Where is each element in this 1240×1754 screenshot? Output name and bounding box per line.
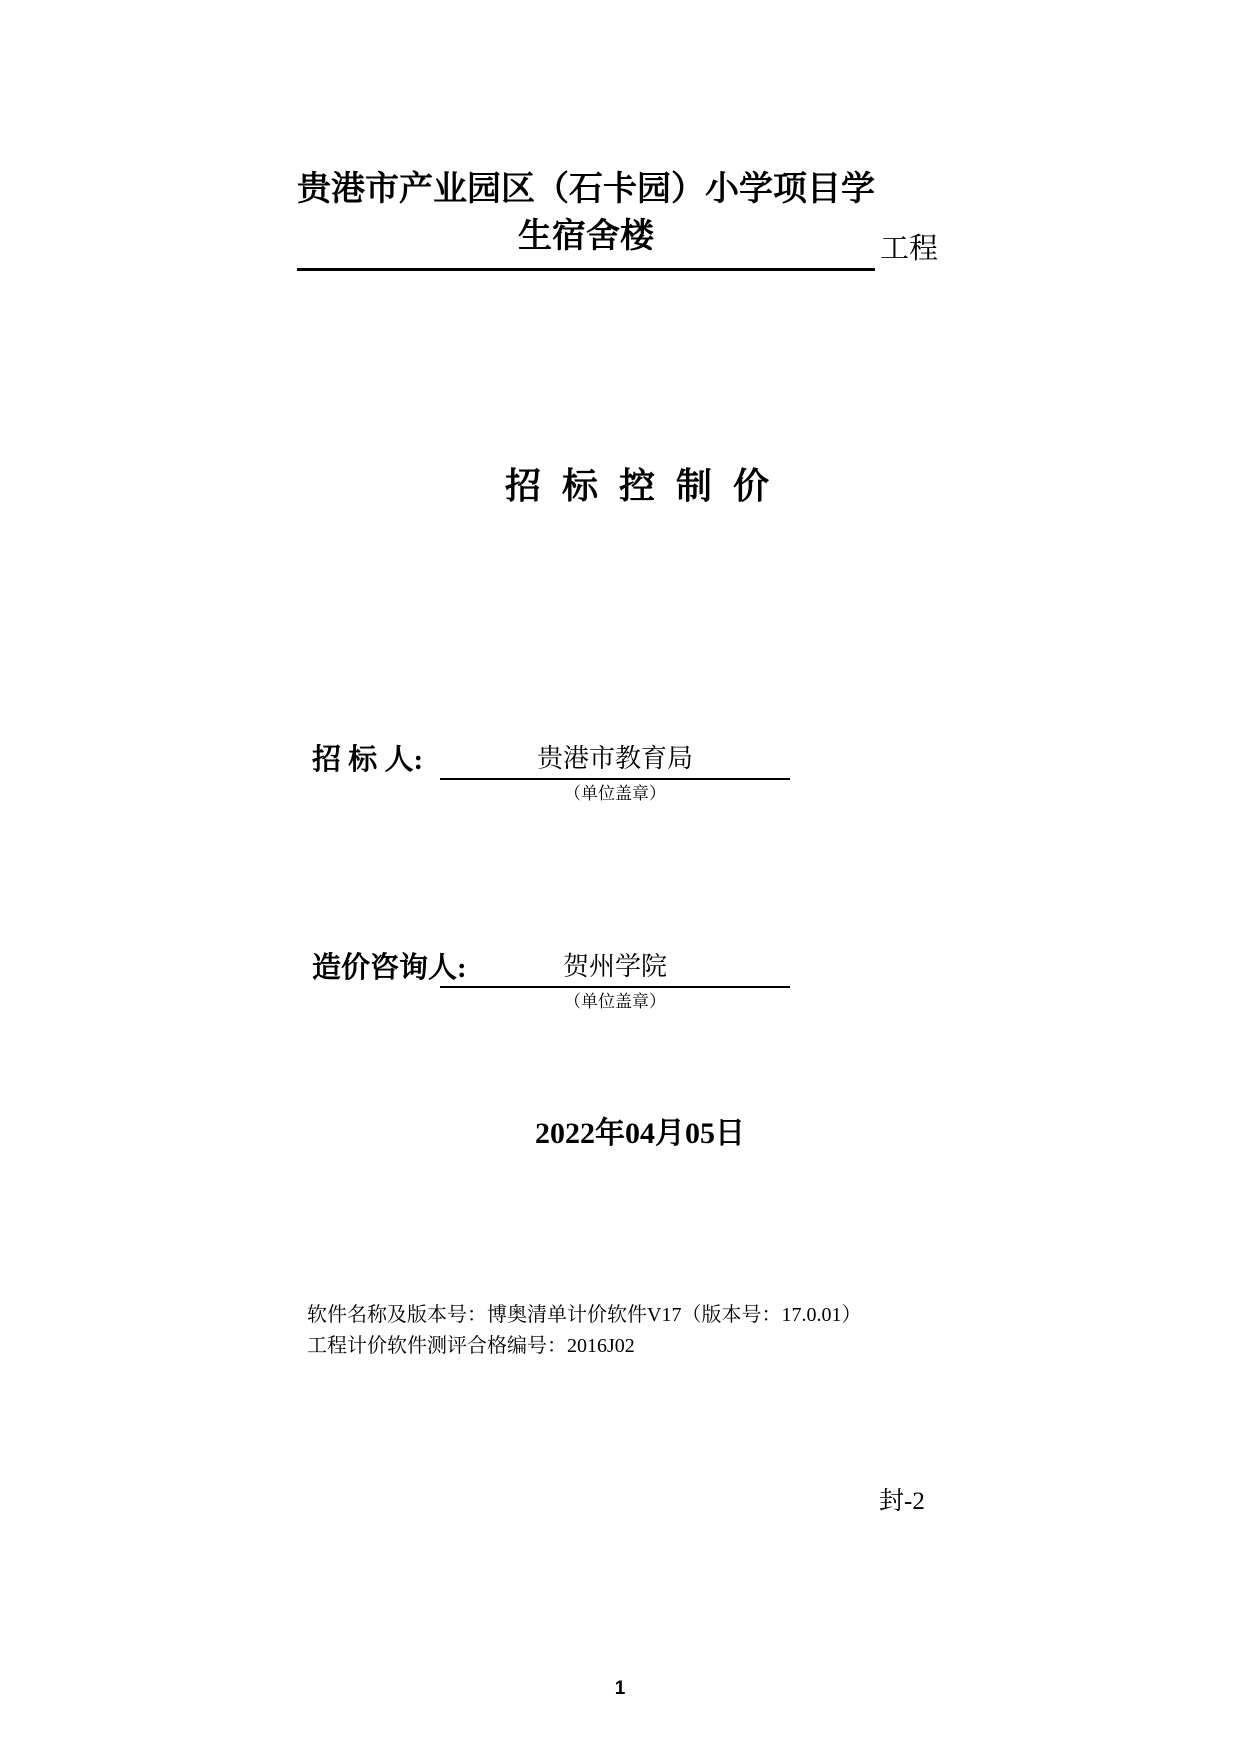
software-info-line2: 工程计价软件测评合格编号：2016J02 xyxy=(307,1335,635,1357)
project-title-block xyxy=(297,166,875,271)
tenderer-row xyxy=(312,742,790,805)
tenderer-label: 招 标 人: xyxy=(312,744,424,776)
page-number: 1 xyxy=(614,1678,626,1699)
form-code: 封-2 xyxy=(879,1488,925,1515)
tenderer-value: 贵港市教育局 xyxy=(440,742,790,780)
consultant-label: 造价咨询人: xyxy=(312,952,467,984)
project-title xyxy=(297,166,875,271)
tenderer-field xyxy=(440,742,790,805)
tenderer-seal-note: （单位盖章） xyxy=(564,784,666,803)
project-suffix-label: 工程 xyxy=(880,233,939,265)
document-date: 2022年04月05日 xyxy=(535,1117,745,1150)
software-info-line1: 软件名称及版本号：博奥清单计价软件V17（版本号：17.0.01） xyxy=(307,1304,862,1326)
consultant-value: 贺州学院 xyxy=(440,950,790,988)
consultant-field xyxy=(440,950,790,1013)
software-info xyxy=(307,1300,861,1362)
consultant-row xyxy=(312,950,790,1013)
project-title-line1: 贵港市产业园区（石卡园）小学项目学 xyxy=(297,170,875,208)
main-title: 招 标 控 制 价 xyxy=(504,466,775,506)
consultant-seal-note: （单位盖章） xyxy=(564,992,666,1011)
project-title-line2: 生宿舍楼 xyxy=(518,217,654,255)
